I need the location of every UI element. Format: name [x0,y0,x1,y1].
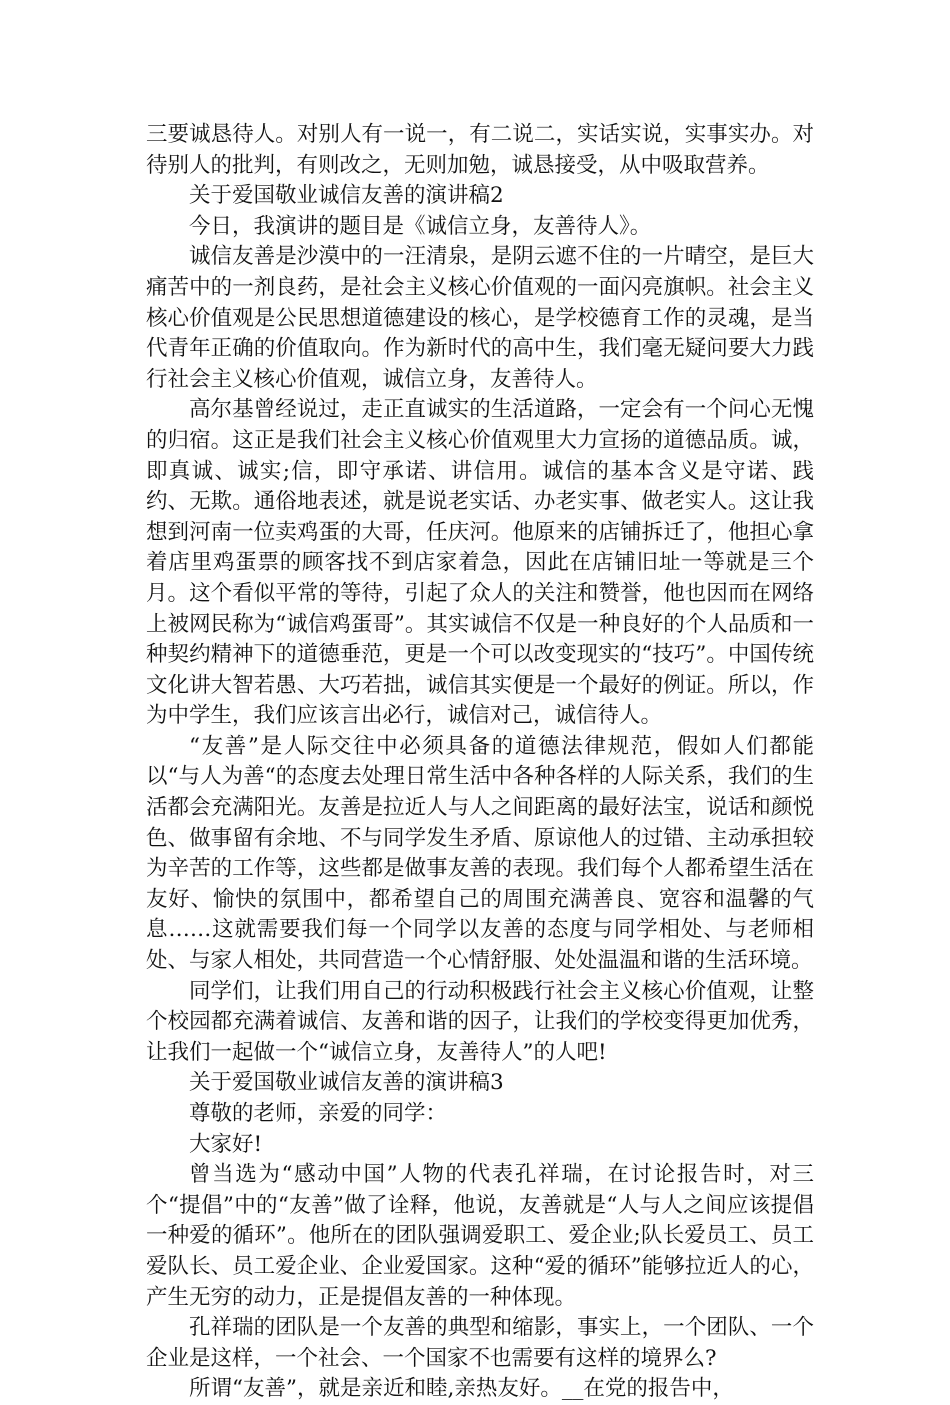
body-paragraph: 同学们，让我们用自己的行动积极践行社会主义核心价值观，让整个校园都充满着诚信、友善和谐的因子，让我们的学校变得更加优秀，让我们一起做一个“诚信立身，友善待人”的人吧! [146,978,814,1065]
section-heading-speech-2: 关于爱国敬业诚信友善的演讲稿2 [189,183,504,209]
body-paragraph: 高尔基曾经说过，走正直诚实的生活道路，一定会有一个问心无愧的归宿。这正是我们社会主义核心价值观里大力宣扬的道德品质。诚，即真诚、诚实;信，即守承诺、讲信用。诚信的基本含义是守诺、践约、无欺。通俗地表述，就是说老实话、办老实事、做老实人。这让我想到河南一位卖鸡蛋的大哥，任庆河。他原来的店铺拆迁了，他担心拿着店里鸡蛋票的顾客找不到店家着急，因此在店铺旧址一等就是三个月。这个看似平常的等待，引起了众人的关注和赞誉，他也因而在网络上被网民称为“诚信鸡蛋哥”。其实诚信不仅是一种良好的个人品质和一种契约精神下的道德垂范，更是一个可以改变现实的“技巧”。中国传统文化讲大智若愚、大巧若拙，诚信其实便是一个最好的例证。所以，作为中学生，我们应该言出必行，诚信对己，诚信待人。 [146,397,814,729]
greeting: 大家好! [189,1131,263,1157]
body-paragraph: 三要诚恳待人。对别人有一说一，有二说二，实话实说，实事实办。对待别人的批判，有则改之，无则加勉，诚恳接受，从中吸取营养。 [146,122,814,178]
body-paragraph: 所谓“友善”，就是亲近和睦,亲热友好。__在党的报告中， [189,1376,734,1402]
section-heading-speech-3: 关于爱国敬业诚信友善的演讲稿3 [189,1070,504,1096]
body-paragraph: 诚信友善是沙漠中的一汪清泉，是阴云遮不住的一片晴空，是巨大痛苦中的一剂良药，是社会主义核心价值观的一面闪亮旗帜。社会主义核心价值观是公民思想道德建设的核心，是学校德育工作的灵魂，是当代青年正确的价值取向。作为新时代的高中生，我们毫无疑问要大力践行社会主义核心价值观，诚信立身，友善待人。 [146,244,814,392]
body-paragraph: 曾当选为“感动中国”人物的代表孔祥瑞，在讨论报告时，对三个“提倡”中的“友善”做了诠释，他说，友善就是“人与人之间应该提倡一种爱的循环”。他所在的团队强调爱职工、爱企业;队长爱员工、员工爱队长、员工爱企业、企业爱国家。这种“爱的循环”能够拉近人的心，产生无穷的动力，正是提倡友善的一种体现。 [146,1162,814,1310]
salutation: 尊敬的老师，亲爱的同学： [189,1101,448,1126]
body-paragraph: 孔祥瑞的团队是一个友善的典型和缩影，事实上，一个团队、一个企业是这样，一个社会、一个国家不也需要有这样的境界么? [146,1315,814,1371]
body-paragraph: “友善”是人际交往中必须具备的道德法律规范，假如人们都能以“与人为善“的态度去处理日常生活中各种各样的人际关系，我们的生活都会充满阳光。友善是拉近人与人之间距离的最好法宝，说话和颜悦色、做事留有余地、不与同学发生矛盾、原谅他人的过错、主动承担较为辛苦的工作等，这些都是做事友善的表现。我们每个人都希望生活在友好、愉快的氛围中，都希望自己的周围充满善良、宽容和温馨的气息……这就需要我们每一个同学以友善的态度与同学相处、与老师相处、与家人相处，共同营造一个心情舒服、处处温温和谐的生活环境。 [146,733,814,974]
document-body [146,120,814,1405]
body-paragraph: 今日，我演讲的题目是《诚信立身，友善待人》。 [189,213,652,239]
